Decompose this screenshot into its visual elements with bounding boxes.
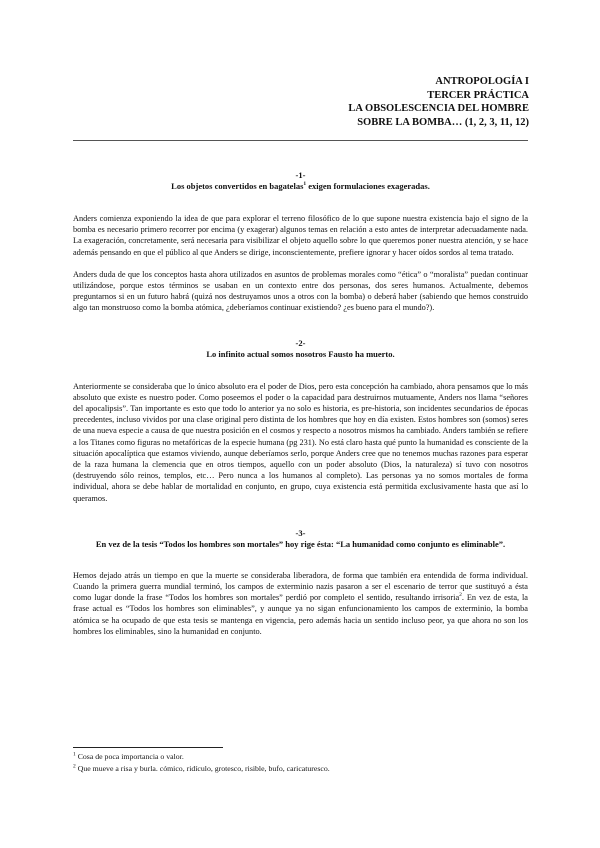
- section-3: [73, 528, 528, 637]
- section-number: -3-: [295, 527, 306, 538]
- section-title-text-end: exigen formulaciones exageradas.: [306, 181, 430, 191]
- section-1: [73, 170, 528, 314]
- header-course: ANTROPOLOGÍA I: [435, 76, 529, 87]
- section-title: [73, 181, 528, 192]
- header-assignment: TERCER PRÁCTICA: [427, 89, 529, 101]
- document-header: [348, 75, 529, 129]
- paragraph-text: Hemos dejado atrás un tiempo en que la muerte se consideraba liberadora, de forma que también era entendida de forma individual. Cuando la primera guerra mundial terminó, los campos de exterminio nazis pasaron a ser el escenario de terror que sustituyó a ésta como lugar donde la frase “Todos los hombres son mortales” perdió por completo el sentido, resultando irrisoria: [73, 570, 528, 603]
- paragraph: Anders comienza exponiendo la idea de que para explorar el terreno filosófico de lo que supone nuestra existencia bajo el signo de la bomba es necesario primero recorrer por encima (y exagerar) algunos temas en relación a esto antes de interpretar adecuadamente nada. La exageración, concretamente, será necesaria para visibilizar el objeto aquello sobre lo que queremos poner nuestra atención, y se hace además pensando en que el público al que Anders se dirige, inconscientemente, prefiere ignorar y hacer oídos sordos al tema tratado.: [73, 214, 528, 257]
- paragraph: Anteriormente se consideraba que lo único absoluto era el poder de Dios, pero esta concepción ha cambiado, ahora pensamos que lo más absoluto que existe es nuestro poder. Como poseemos el poder o la capacidad para destruirnos mutuamente, Anders nos llama “señores del apocalipsis”. Tan importante es esto que todo lo anterior ya no solo es historia, es pre-historia, son incidentes secundarios de épocas precedentes, incluso vividos por una clase original pero distinta de los hombres que hoy en día existen. Estos hombres son (somos) seres de una nueva especie a causa de que nuestra posición en el cosmos y respecto a nosotros mismos ha cambiado. Anders también se refiere a los Titanes como figuras no metafóricas de la especie humana (pg 231). No está claro hasta qué punto la humanidad es consciente de la situación apocalíptica que estamos viviendo, aunque deberíamos serlo, porque Anders cree que no tenemos muchas razones para esperar de la raza humana la clemencia que en otros tiempos, aquello con un poder absoluto (Dios, la naturaleza) sí tuvo con nosotros (destruyendo sólo reinos, templos, etc… Pero nunca a los humanos al completo). Las personas ya no somos mortales de forma individual, ahora se debe hablar de mortalidad en conjunto, en grupo, cuya existencia está permitida exclusivamente hasta que así lo queramos.: [73, 381, 528, 503]
- section-title: En vez de la tesis “Todos los hombres son mortales” hoy rige ésta: “La humanidad como conjunto es eliminable”.: [95, 538, 506, 549]
- paragraph: Anders duda de que los conceptos hasta ahora utilizados en asuntos de problemas morales como “ética” o “moralista” puedan continuar utilizándose, porque estos términos se usaban en un contexto entre dos personas, dos seres humanos. Actualmente, debemos preguntarnos si en un futuro habrá (quizá nos destruyamos unos a otros con la bomba) o deberá haber (sabiendo que hemos construido algo tan monstruoso como la bomba atómica, ¿deberíamos continuar existiendo? ¿es bueno para el mundo?).: [73, 269, 528, 313]
- footnotes: [73, 751, 528, 775]
- footnote-text: Que mueve a risa y burla. cómico, ridículo, grotesco, risible, bufo, caricaturesco.: [75, 764, 330, 773]
- footnote-item: [73, 751, 528, 763]
- paragraph-text-end: . En vez de esta, la frase actual es “Todos los hombres son eliminables”, y aunque ya no sigan enfuncionamiento los campos de exterminio, la bomba atómica se ha ocupado de que esta tesis se mantenga en vigencia, pero además hacia un sentido incluso peor, ya que ahora no son los hombres los eliminables, sino la humanidad en conjunto.: [73, 593, 528, 636]
- footnote-item: [73, 763, 528, 775]
- section-number: -2-: [295, 337, 306, 348]
- header-subtitle: SOBRE LA BOMBA… (1, 2, 3, 11, 12): [357, 116, 529, 128]
- header-title: LA OBSOLESCENCIA DEL HOMBRE: [348, 103, 529, 114]
- header-divider: [73, 140, 528, 141]
- section-2: [73, 338, 528, 504]
- section-number: -1-: [295, 170, 306, 180]
- section-title-text: Los objetos convertidos en bagatelas: [171, 181, 304, 191]
- footnote-text: Cosa de poca importancia o valor.: [75, 752, 184, 761]
- document-body: [73, 170, 528, 637]
- section-title: Lo infinito actual somos nosotros Fausto ha muerto.: [206, 348, 395, 359]
- footnote-ref: 2: [459, 592, 462, 599]
- footnote-ref: 1: [303, 181, 307, 188]
- footnote-mark: 1: [73, 751, 76, 758]
- footnote-mark: 2: [73, 763, 76, 770]
- paragraph: [73, 570, 528, 637]
- footnote-divider: [73, 747, 223, 748]
